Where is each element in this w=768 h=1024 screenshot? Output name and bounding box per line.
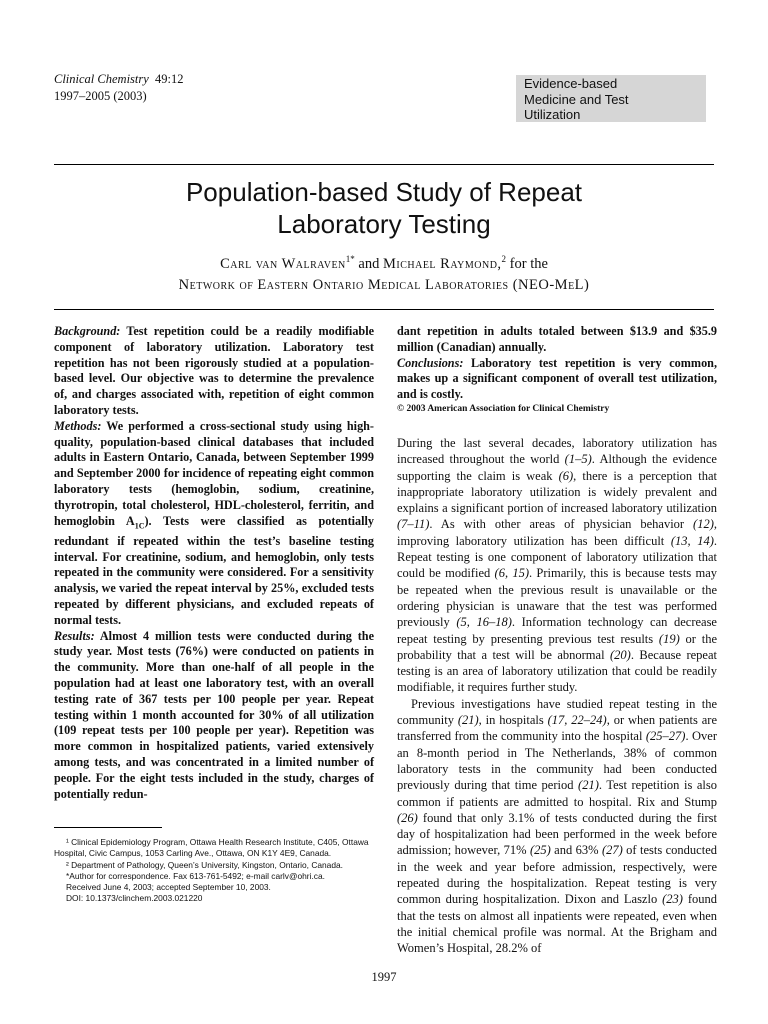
footnote-4: Received June 4, 2003; accepted September 10, 2003. (66, 882, 271, 893)
methods-text-b: ). Tests were classified as potentially redundant if repeated within the test’s baseline testing interval. For creatinine, sodium, and hemoglobin, only tests repeated in the community were considered. For a sensitivity analysis, we varied the repeat interval by 25%, excluded tests repeated by different physicians, and excluded repeats of normal tests. (54, 513, 374, 627)
citation: (1–5) (564, 452, 592, 467)
article-body (397, 435, 717, 957)
abstract-methods (54, 419, 374, 629)
citation: (17, 22–24) (547, 713, 607, 728)
body-text: . Repeat testing is one component of laboratory utilization that could be modified (397, 533, 718, 581)
header-rule (54, 164, 714, 165)
body-text: . Information technology can decrease repeat testing by presenting previous test results (397, 615, 717, 646)
authors-for: for the (506, 256, 548, 272)
citation: (12) (693, 517, 714, 532)
section-label (516, 75, 706, 122)
citation: (27) (601, 843, 623, 858)
methods-text-a: We performed a cross-sectional study using high-quality, population-based clinical databases that included adults in Eastern Ontario, Canada, between September 1999 and September 2000 for incidence of repeating eight common laboratory tests (hemoglobin, sodium, creatinine, thyrotropin, total cholesterol, HDL-cholesterol, ferritin, and hemoglobin A (54, 418, 374, 528)
author-1-affiliation: 1* (345, 254, 355, 265)
title-line1: Population-based Study of Repeat (185, 177, 583, 207)
background-text: Test repetition could be a readily modifiable component of laboratory utilization. Laboratory test repetition has not been rigorously studied at a population-based level. Our objective was to determine the prevalence of, and charges associated with, repetition of eight common laboratory tests. (54, 324, 374, 417)
journal-citation (54, 71, 294, 105)
body-text: . Although the evidence supporting the claim is weak (397, 452, 717, 483)
body-text: . Over an 8-month period in The Netherlands, 38% of common laboratory tests in the community had been conducted previously during that time period (397, 729, 717, 793)
body-text: During the last several decades, laboratory utilization has increased throughout the world (397, 435, 717, 467)
abstract-left-column (54, 324, 374, 802)
citation: (25) (529, 843, 551, 858)
title-line2: Laboratory Testing (277, 209, 491, 239)
journal-volume: 49:12 (155, 72, 184, 86)
results-label: Results: (54, 628, 95, 643)
body-paragraph-2 (397, 696, 717, 957)
body-text: , there is a perception that inappropriate laboratory utilization is widely prevalent and explains a significant portion of increased laboratory utilization (397, 468, 717, 516)
copyright: © 2003 American Association for Clinical Chemistry (397, 403, 610, 414)
section-label-line3: Utilization (524, 107, 581, 122)
body-text: . Because repeat testing is an area of laboratory utilization that could be readily modifiable, it requires further study. (397, 647, 717, 695)
body-text: . Primarily, this is because tests may be repeated when the previous result is unavailable or the ordering physician is unaware that the test was performed previously (397, 566, 718, 630)
author-1: Carl van Walraven (220, 256, 346, 272)
footnotes (54, 837, 374, 905)
citation: (7–11) (397, 517, 430, 532)
body-text: . As with other areas of physician behavior (429, 517, 694, 532)
authors-and: and (354, 256, 383, 272)
background-label: Background: (54, 324, 121, 338)
body-text: . Test repetition is also common if patients are admitted to hospital. Rix and Stump (397, 778, 717, 809)
abstract-results (54, 629, 374, 803)
body-text: , in hospitals (478, 713, 548, 728)
author-group: Network of Eastern Ontario Medical Laboratories (NEO-MeL) (178, 277, 590, 293)
methods-label: Methods: (54, 418, 102, 433)
citation: (23) (662, 892, 683, 907)
author-2: Michael Raymond, (382, 256, 502, 272)
authors (54, 254, 714, 296)
right-column (397, 324, 717, 956)
citation: (26) (397, 810, 418, 825)
section-label-line1: Evidence-based (524, 76, 618, 91)
footnote-2: ² Department of Pathology, Queen’s University, Kingston, Ontario, Canada. (66, 859, 343, 870)
body-text: Previous investigations have studied repeat testing in the community (397, 696, 717, 728)
body-text: found that the tests on almost all inpatients were repeated, even when the initial chemical profile was normal. At the Brigham and Women’s Hospital, 28.2% of (397, 892, 717, 956)
article-title (54, 176, 714, 240)
body-text: of tests conducted in the week and year before admission, respectively, were repeated during the hospitalization. Repeat testing is very common during hospitalization. Dixon and Laszlo (397, 843, 717, 907)
body-text: , improving laboratory utilization has been difficult (397, 517, 717, 548)
footnote-1: ¹ Clinical Epidemiology Program, Ottawa Health Research Institute, C405, Ottawa Hospital, Civic Campus, 1053 Carling Ave., Ottawa, ON K1Y 4E9, Canada. (54, 837, 369, 859)
results-text: Almost 4 million tests were conducted during the study year. Most tests (76%) were conducted on patients in the community. More than one-half of all people in the population had at least one laboratory test, with an overall testing rate of 367 tests per 100 people per year. Repeat testing within 1 month accounted for 30% of all utilization (109 repeat tests per 100 people per year). Repetition was more common in hospitalized patients, varied extensively among tests, and was concentrated in a limited number of people. For the eight tests included in the study, charges of potentially redun- (54, 628, 374, 801)
abstract-background (54, 324, 374, 419)
methods-subscript: 1C (134, 521, 145, 530)
footnote-rule (54, 827, 162, 828)
citation: (6, 15) (494, 566, 530, 581)
journal-pages-year: 1997–2005 (2003) (54, 89, 147, 103)
citation: (21) (578, 778, 599, 793)
journal-name: Clinical Chemistry (54, 72, 149, 86)
citation: (19) (658, 631, 680, 646)
citation: (20) (610, 647, 631, 662)
citation: (13, 14) (670, 533, 714, 548)
section-label-line2: Medicine and Test (524, 91, 629, 107)
body-paragraph-1 (397, 435, 717, 696)
body-text: found that only 3.1% of tests conducted during the first day of hospitalization had been performed in the week before admission; however, 71% (397, 810, 717, 858)
citation: (21) (457, 713, 479, 728)
body-text: and 63% (550, 843, 602, 858)
abstract-results-continued: dant repetition in adults totaled between $13.9 and $35.9 million (Canadian) annually. (397, 324, 717, 354)
author-2-affiliation: 2 (501, 254, 507, 265)
conclusions-label: Conclusions: (397, 355, 464, 370)
title-rule (54, 309, 714, 310)
footnote-5: DOI: 10.1373/clinchem.2003.021220 (66, 893, 203, 904)
body-text: or the probability that a test will be abnormal (397, 631, 717, 662)
body-text: , or when patients are transferred from the community into the hospital (397, 713, 717, 744)
page-number: 1997 (371, 970, 397, 984)
footnote-3: *Author for correspondence. Fax 613-761-5492; e-mail carlv@ohri.ca. (66, 870, 325, 881)
abstract-conclusions (397, 356, 717, 403)
conclusions-text: Laboratory test repetition is very common, makes up a significant component of overall test utilization, and is costly. (397, 355, 717, 402)
citation: (25–27) (645, 729, 686, 744)
citation: (6) (558, 468, 574, 483)
citation: (5, 16–18) (456, 615, 512, 630)
